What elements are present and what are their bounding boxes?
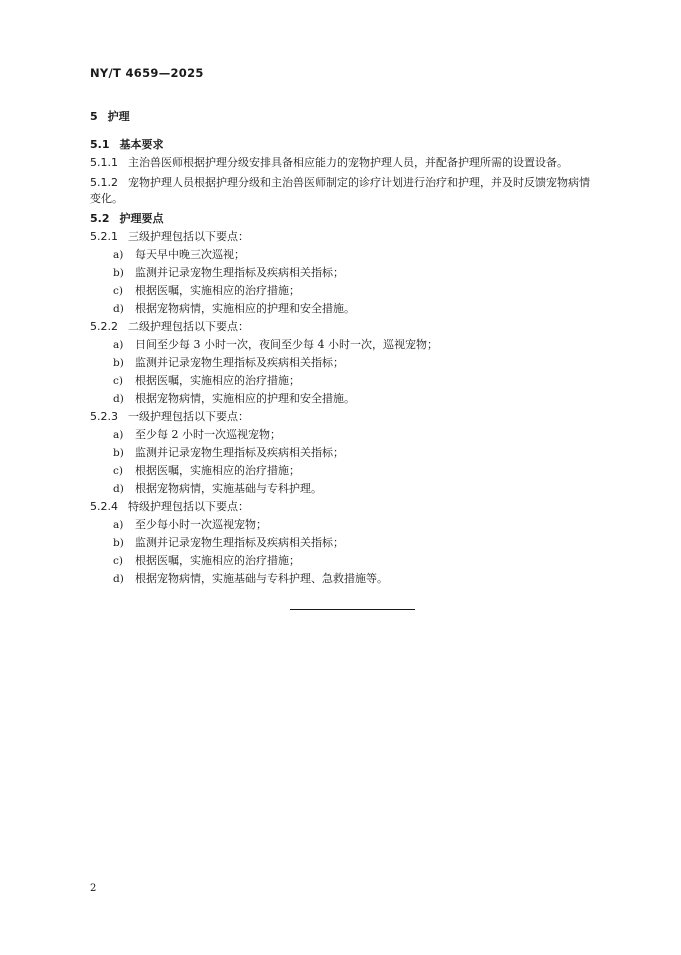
list-item-text: 监测并记录宠物生理指标及疾病相关指标； (135, 266, 344, 279)
list-marker: b) (113, 267, 124, 279)
list-item-text: 根据宠物病情，实施相应的护理和安全措施。 (135, 392, 355, 405)
list-item (113, 301, 355, 317)
list-item (113, 535, 344, 551)
list-marker: d) (113, 393, 124, 405)
list-marker: c) (113, 555, 123, 567)
list-item-text: 根据宠物病情，实施基础与专科护理、急救措施等。 (135, 572, 388, 585)
list-item-text: 根据医嘱，实施相应的治疗措施； (135, 374, 300, 387)
list-item-text: 根据医嘱，实施相应的治疗措施； (135, 284, 300, 297)
clause-text: 主治兽医师根据护理分级安排具备相应能力的宠物护理人员，并配备护理所需的设置设备。 (128, 156, 568, 169)
list-item (113, 427, 281, 443)
list-marker: a) (113, 339, 124, 351)
list-item (113, 553, 300, 569)
list-item-text: 根据医嘱，实施相应的治疗措施； (135, 554, 300, 567)
list-item-text: 监测并记录宠物生理指标及疾病相关指标； (135, 356, 344, 369)
section-title: 护理 (107, 110, 130, 123)
clause-5-1-2 (90, 175, 590, 190)
list-item (113, 391, 355, 407)
list-item-text: 日间至少每 3 小时一次，夜间至少每 4 小时一次，巡视宠物； (135, 338, 438, 351)
clause-5-2-3 (90, 409, 249, 424)
list-item (113, 283, 300, 299)
list-item-text: 根据宠物病情，实施基础与专科护理。 (135, 482, 322, 495)
list-item (113, 373, 300, 389)
list-marker: c) (113, 375, 123, 387)
list-marker: d) (113, 483, 124, 495)
clause-number: 5.1.2 (90, 176, 118, 189)
standard-code-header: NY/T 4659—2025 (90, 66, 204, 80)
list-item (113, 517, 267, 533)
clause-5-1-1 (90, 155, 568, 170)
clause-number: 5.2.4 (90, 500, 118, 513)
list-marker: d) (113, 573, 124, 585)
list-marker: b) (113, 357, 124, 369)
clause-5-2-1 (90, 229, 249, 244)
list-marker: b) (113, 537, 124, 549)
section-title: 护理要点 (119, 212, 164, 225)
clause-number: 5.2.3 (90, 410, 118, 423)
list-item (113, 247, 245, 263)
list-item (113, 265, 344, 281)
list-marker: c) (113, 285, 123, 297)
section-number: 5.2 (90, 212, 110, 225)
clause-text: 三级护理包括以下要点： (128, 230, 249, 243)
list-item-text: 至少每 2 小时一次巡视宠物； (135, 428, 281, 441)
list-item-text: 监测并记录宠物生理指标及疾病相关指标； (135, 536, 344, 549)
list-item (113, 571, 388, 587)
list-item-text: 根据医嘱，实施相应的治疗措施； (135, 464, 300, 477)
clause-text: 二级护理包括以下要点： (128, 320, 249, 333)
list-marker: b) (113, 447, 124, 459)
clause-5-1-2-continuation: 变化。 (90, 192, 123, 205)
clause-text: 特级护理包括以下要点： (128, 500, 249, 513)
section-title: 基本要求 (119, 138, 164, 151)
clause-text: 宠物护理人员根据护理分级和主治兽医师制定的诊疗计划进行治疗和护理，并及时反馈宠物病情 (128, 176, 590, 189)
list-marker: d) (113, 303, 124, 315)
list-marker: a) (113, 429, 124, 441)
clause-number: 5.1.1 (90, 156, 118, 169)
clause-number: 5.2.1 (90, 230, 118, 243)
list-item (113, 337, 438, 353)
clause-5-2-2 (90, 319, 249, 334)
list-item-text: 每天早中晚三次巡视； (135, 248, 245, 261)
section-5-2-heading (90, 211, 164, 226)
clause-number: 5.2.2 (90, 320, 118, 333)
clause-5-2-4 (90, 499, 249, 514)
section-number: 5 (90, 110, 98, 123)
list-item-text: 根据宠物病情，实施相应的护理和安全措施。 (135, 302, 355, 315)
list-item-text: 至少每小时一次巡视宠物； (135, 518, 267, 531)
section-5-heading (90, 109, 130, 124)
list-marker: c) (113, 465, 123, 477)
clause-text: 一级护理包括以下要点： (128, 410, 249, 423)
section-number: 5.1 (90, 138, 110, 151)
page-number: 2 (90, 883, 97, 894)
list-item (113, 445, 344, 461)
section-5-1-heading (90, 137, 164, 152)
list-item (113, 481, 322, 497)
list-marker: a) (113, 249, 124, 261)
list-marker: a) (113, 519, 124, 531)
end-of-document-rule (290, 609, 415, 610)
list-item (113, 463, 300, 479)
list-item (113, 355, 344, 371)
list-item-text: 监测并记录宠物生理指标及疾病相关指标； (135, 446, 344, 459)
